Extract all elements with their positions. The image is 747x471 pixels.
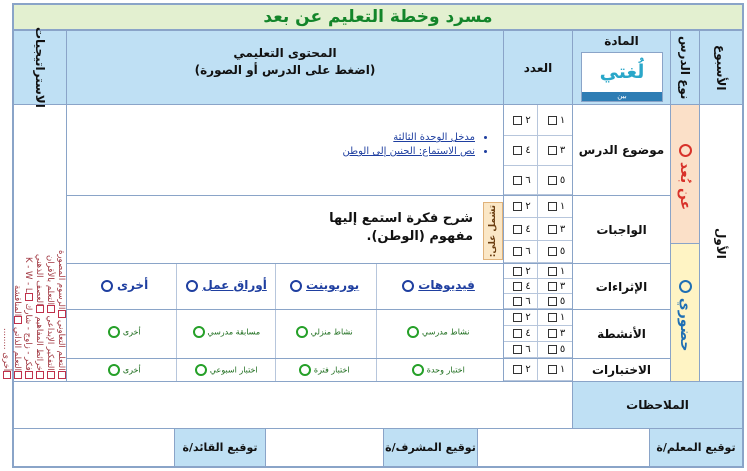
strategies-list — [1, 104, 67, 382]
count-grid-topic — [503, 104, 573, 196]
count-cell[interactable]: ٣ — [537, 326, 572, 342]
checkbox-icon — [513, 329, 522, 338]
count-cell[interactable]: ١ — [537, 105, 572, 136]
radio-icon — [290, 280, 302, 292]
checkbox-icon — [14, 371, 22, 379]
radio-icon — [299, 364, 311, 376]
enrichment-content — [66, 263, 504, 310]
checkbox-icon — [548, 313, 557, 322]
activity-option[interactable]: أخرى — [73, 326, 173, 338]
page-title: مسرد وخطة التعليم عن بعد — [13, 4, 743, 30]
checkbox-icon — [14, 316, 22, 324]
count-cell[interactable]: ١ — [537, 359, 572, 381]
enrichment-option-powerpoint[interactable]: بوربوينت — [278, 278, 368, 292]
enrichment-option-other[interactable]: أخرى — [73, 278, 173, 292]
strategy-item[interactable]: التعلم الذاتي المناقشة — [11, 285, 22, 379]
count-grid-tests — [503, 358, 573, 382]
topic-item[interactable]: • نص الاستماع: الحنين إلى الوطن — [67, 145, 475, 159]
enrichment-option-videos[interactable]: فيديوهات — [377, 278, 497, 292]
radio-icon — [101, 280, 113, 292]
subject-logo[interactable] — [581, 52, 663, 102]
checkbox-icon — [513, 247, 522, 256]
checkbox-icon — [36, 371, 44, 379]
activity-option[interactable]: مسابقة مدرسي — [180, 326, 270, 338]
supervisor-signature-label: توقيع المشرف/ة — [383, 428, 478, 467]
count-cell[interactable]: ٥ — [537, 241, 572, 263]
checkbox-icon — [548, 116, 557, 125]
checkbox-icon — [58, 371, 66, 379]
radio-icon — [193, 326, 205, 338]
count-cell[interactable]: ١ — [537, 196, 572, 218]
count-grid-homework — [503, 195, 573, 264]
test-option[interactable]: اختبار اسبوعي — [180, 364, 270, 376]
checkbox-icon — [513, 282, 522, 291]
strategy-item[interactable]: خرائط المفاهيم العصف الذهني — [33, 254, 44, 379]
checkbox-icon — [548, 282, 557, 291]
count-cell[interactable]: ٤ — [503, 218, 537, 241]
row-label-homework: الواجبات — [572, 195, 671, 264]
remote-radio-icon[interactable] — [679, 144, 692, 157]
test-option[interactable]: أخرى — [73, 364, 173, 376]
count-cell[interactable]: ٤ — [503, 279, 537, 294]
test-option[interactable]: اختبار وحدة — [377, 364, 497, 376]
count-cell[interactable]: ٥ — [537, 166, 572, 195]
row-label-tests: الاختبارات — [572, 358, 671, 382]
topic-content — [66, 104, 504, 196]
strategy-item[interactable]: التعلم التعاوني الرسوم المصورة — [55, 250, 66, 379]
checkbox-icon — [513, 225, 522, 234]
topic-list — [67, 131, 503, 159]
teacher-signature-label: توقيع المعلم/ة — [649, 428, 743, 467]
checkbox-icon — [513, 146, 522, 155]
count-cell[interactable]: ١ — [537, 264, 572, 279]
count-cell[interactable]: ٢ — [503, 359, 537, 381]
enrichment-option-worksheets[interactable]: أوراق عمل — [180, 278, 270, 292]
subject-logo-text: لُغتي — [599, 61, 645, 83]
checkbox-icon — [548, 297, 557, 306]
row-label-activities: الأنشطة — [572, 309, 671, 359]
checkbox-icon — [47, 371, 55, 379]
notes-field[interactable] — [13, 381, 573, 429]
radio-icon — [412, 364, 424, 376]
count-cell[interactable]: ٤ — [503, 136, 537, 166]
checkbox-icon — [548, 146, 557, 155]
week-header: الأسبوع — [699, 30, 743, 105]
lesson-type-header: نوع الدرس — [670, 30, 700, 105]
row-label-enrichment: الإثراءات — [572, 263, 671, 310]
checkbox-icon — [513, 297, 522, 306]
subject-logo-bar: بين — [582, 92, 662, 101]
checkbox-icon — [513, 267, 522, 276]
radio-icon — [407, 326, 419, 338]
teacher-signature-field[interactable] — [477, 428, 650, 467]
radio-icon — [195, 364, 207, 376]
subject-header: المادة — [572, 30, 671, 105]
strategy-item[interactable]: أخرى ........ — [0, 328, 11, 379]
topic-item[interactable]: • مدخل الوحدة الثالثة — [67, 131, 475, 145]
lesson-type-presence[interactable]: حضوري — [670, 243, 700, 382]
lesson-type-remote[interactable]: عن بُعد — [670, 104, 700, 244]
count-cell[interactable]: ٣ — [537, 279, 572, 294]
row-label-topic: موضوع الدرس — [572, 104, 671, 196]
test-option[interactable]: اختبار فترة — [278, 364, 368, 376]
count-cell[interactable]: ٥ — [537, 294, 572, 309]
content-header: المحتوى التعليمي (اضغط على الدرس أو الصورة) — [66, 30, 504, 105]
radio-icon — [186, 280, 198, 292]
checkbox-icon — [47, 305, 55, 313]
activity-option[interactable]: نشاط منزلي — [278, 326, 368, 338]
strategy-item[interactable]: فكر - زاوج - شارك K - W - L — [22, 257, 33, 379]
checkbox-icon — [3, 371, 11, 379]
checkbox-icon — [548, 345, 557, 354]
homework-content — [66, 195, 504, 264]
checkbox-icon — [513, 176, 522, 185]
count-cell[interactable]: ٣ — [537, 136, 572, 166]
count-grid-enrichment — [503, 263, 573, 310]
count-cell[interactable]: ٢ — [503, 264, 537, 279]
count-cell[interactable]: ٣ — [537, 218, 572, 241]
checkbox-icon — [58, 310, 66, 318]
count-cell[interactable]: ٦ — [503, 241, 537, 263]
activity-option[interactable]: نشاط مدرسي — [377, 326, 497, 338]
leader-signature-field[interactable] — [13, 428, 175, 467]
presence-radio-icon[interactable] — [679, 280, 692, 293]
checkbox-icon — [548, 365, 557, 374]
radio-icon — [402, 280, 414, 292]
leader-signature-label: توقيع القائد/ة — [174, 428, 266, 467]
checkbox-icon — [513, 116, 522, 125]
checkbox-icon — [36, 305, 44, 313]
count-cell[interactable]: ٦ — [503, 342, 537, 358]
radio-icon — [108, 364, 120, 376]
checkbox-icon — [548, 247, 557, 256]
strategies-header: الاستراتيجيات — [13, 30, 67, 105]
tests-content — [66, 358, 504, 382]
count-grid-activities — [503, 309, 573, 359]
count-cell[interactable]: ٤ — [503, 326, 537, 342]
checkbox-icon — [513, 365, 522, 374]
count-cell[interactable]: ٥ — [537, 342, 572, 358]
checkbox-icon — [513, 345, 522, 354]
strategy-item[interactable]: التفكير الإبداعي التعلم بالأقران — [44, 255, 55, 379]
lesson-plan-page — [1, 0, 747, 471]
activities-content — [66, 309, 504, 359]
count-cell[interactable]: ٢ — [503, 196, 537, 218]
week-value: الأول — [699, 104, 743, 382]
count-cell[interactable]: ١ — [537, 310, 572, 326]
count-cell[interactable]: ٢ — [503, 105, 537, 136]
count-cell[interactable]: ٢ — [503, 310, 537, 326]
radio-icon — [296, 326, 308, 338]
count-cell[interactable]: ٦ — [503, 166, 537, 195]
checkbox-icon — [548, 176, 557, 185]
checkbox-icon — [548, 267, 557, 276]
notes-label: الملاحظات — [572, 381, 743, 429]
checkbox-icon — [548, 329, 557, 338]
checkbox-icon — [513, 202, 522, 211]
count-header: العدد — [503, 30, 573, 105]
checkbox-icon — [25, 371, 33, 379]
checkbox-icon — [548, 225, 557, 234]
checkbox-icon — [25, 293, 33, 301]
checkbox-icon — [548, 202, 557, 211]
homework-tag: تشمل على: — [483, 202, 503, 260]
homework-text: شرح فكرة استمع إليها مفهوم (الوطن). — [329, 211, 473, 244]
checkbox-icon — [513, 313, 522, 322]
count-cell[interactable]: ٦ — [503, 294, 537, 309]
supervisor-signature-field[interactable] — [265, 428, 384, 467]
radio-icon — [108, 326, 120, 338]
